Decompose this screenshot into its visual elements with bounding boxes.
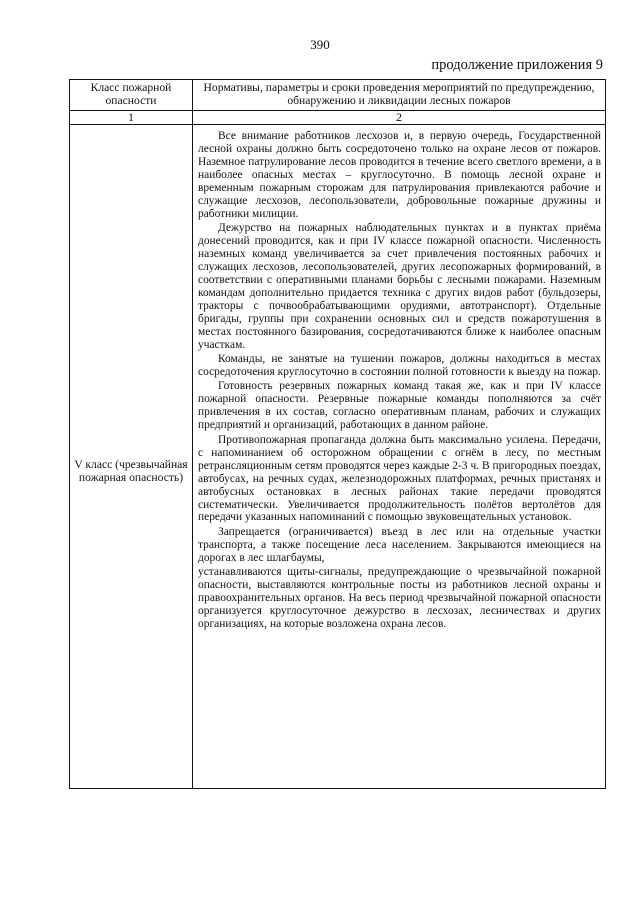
fire-danger-table bbox=[69, 79, 606, 789]
class-cell bbox=[70, 124, 193, 788]
page-number: 390 bbox=[310, 37, 330, 52]
continuation-label: продолжение приложения 9 bbox=[431, 57, 603, 73]
table-header-row bbox=[70, 80, 606, 111]
table-index-row bbox=[70, 110, 606, 124]
measures-cell bbox=[193, 124, 606, 788]
measures-paragraph: Команды, не занятые на тушении пожаров, должны находиться в местах сосредоточения круглосуточно в состоянии полной готовности к выезду на пожар. bbox=[198, 353, 601, 378]
index-cell-1: 1 bbox=[70, 110, 193, 124]
table-row bbox=[70, 124, 606, 788]
header-norms-cell: Нормативы, параметры и сроки проведения мероприятий по предупреждению, обнаружению и ликвидации лесных пожаров bbox=[193, 80, 606, 111]
index-cell-2: 2 bbox=[193, 110, 606, 124]
measures-paragraph: Все внимание работников лесхозов и, в первую очередь, Государственной лесной охраны должно быть сосредоточено только на охране лесов от пожаров. Наземное патрулирование лесов проводится в течение всего светлого времени, а в наиболее опасных местах – круглосуточно. В помощь лесной охране и временным пожарным сторожам для патрулирования привлекаются рабочие и служащие лесхозов, лесопользователи, добровольные пожарные дружины и работники милиции. bbox=[198, 129, 601, 220]
measures-paragraph: Дежурство на пожарных наблюдательных пунктах и в пунктах приёма донесений проводится, как и при IV классе пожарной опасности. Численность наземных команд увеличивается за счет привлечения постоянных рабочих и служащих лесхозов, лесопользователей, других лесопожарных формирований, в соответствии с оперативными планами борьбы с лесными пожарами. Наземным командам дополнительно придается техника с других видов работ (бульдозеры, тракторы с почвообрабатывающими орудиями, автотранспорт). Отдельные бригады, группы при сохранении основных сил и средств пожаротушения в местах постоянного базирования, сосредотачиваются ближе к наиболее опасным участкам. bbox=[198, 221, 601, 351]
class-label: V класс (чрезвычайная пожарная опасность) bbox=[74, 457, 188, 485]
measures-paragraph: Готовность резервных пожарных команд такая же, как и при IV классе пожарной опасности. Резервные пожарные команды пополняются за счёт привлечения в их состав, согласно оперативным планам, рабочих и служащих предприятий и организаций, работающих в данном районе. bbox=[198, 380, 601, 432]
measures-paragraph: устанавливаются щиты-сигналы, предупреждающие о чрезвычайной пожарной опасности, выставляются контрольные посты из работников лесной охраны и правоохранительных органов. На весь период чрезвычайной пожарной опасности организуется круглосуточное дежурство в лесхозах, лесничествах и других организациях, на которые возложена охрана лесов. bbox=[198, 566, 601, 631]
measures-paragraph: Противопожарная пропаганда должна быть максимально усилена. Передачи, с напоминанием об осторожном обращении с огнём в лесу, по местным ретрансляционным сетям проводятся через каждые 2-3 ч. В пригородных поездах, автобусах, на речных судах, железнодорожных платформах, речных пристанях и автобусных остановках в лесных районах такие передачи проводятся систематически. Увеличивается продолжительность полётов вертолётов для передачи указанных напоминаний с помощью звуковещательных установок. bbox=[198, 433, 601, 524]
measures-paragraph: Запрещается (ограничивается) въезд в лес или на отдельные участки транспорта, а также посещение леса населением. Закрываются имеющиеся на дорогах в лес шлагбаумы, bbox=[198, 525, 601, 564]
header-class-cell: Класс пожарной опасности bbox=[70, 80, 193, 111]
